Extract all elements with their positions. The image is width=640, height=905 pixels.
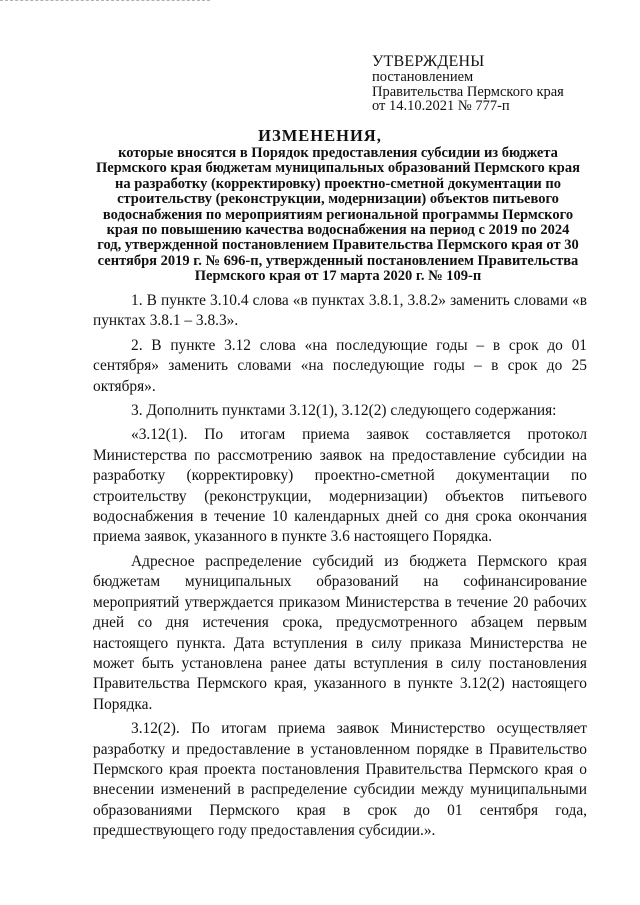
approval-line-3: от 14.10.2021 № 777-п — [372, 98, 510, 114]
paragraph-2: 2. В пункте 3.12 слова «на последующие годы – в срок до 01 сентября» заменить словами «на последующие годы – в срок до 25 октября». — [93, 336, 587, 395]
approval-line-2: Правительства Пермского края — [372, 83, 564, 100]
paragraph-6: 3.12(2). По итогам приема заявок Министерство осуществляет разработку и предоставление в установленном порядке в Правительство Пермского края проекта постановления Правительства Пермского края о внесении изменений в распределение субсидии между муниципальными образованиями Пермского края в срок до 01 сентября года, предшествующего году предоставления субсидии.». — [93, 720, 587, 840]
page-top-edge — [0, 0, 210, 5]
document-title: ИЗМЕНЕНИЯ, — [258, 126, 382, 145]
paragraph-1: 1. В пункте 3.10.4 слова «в пунктах 3.8.1, 3.8.2» заменить словами «в пунктах 3.8.1 – 3.8.3». — [93, 292, 587, 330]
paragraph-4: «3.12(1). По итогам приема заявок составляется протокол Министерства по рассмотрению заявок на предоставление субсидии на разработку (корректировку) проектно-сметной документации по строительству (реконструкции, модернизации) объектов питьевого водоснабжения в течение 10 календарных дней со дня срока окончания приема заявок, указанного в пункте 3.6 настоящего Порядка. — [93, 426, 587, 546]
approval-stamp — [372, 53, 622, 114]
approval-title: УТВЕРЖДЕНЫ — [372, 53, 485, 70]
approval-line-1: постановлением — [372, 69, 474, 85]
document-body — [93, 291, 587, 846]
paragraph-3: 3. Дополнить пунктами 3.12(1), 3.12(2) следующего содержания: — [131, 402, 557, 420]
paragraph-5: Адресное распределение субсидий из бюджета Пермского края бюджетам муниципальных образований на софинансирование мероприятий утверждается приказом Министерства в течение 20 рабочих дней со дня истечения срока, предусмотренного абзацем первым настоящего пункта. Дата вступления в силу приказа Министерства не может быть установлена ранее даты вступления в силу постановления Правительства Пермского края, указанного в пункте 3.12(2) настоящего Порядка. — [93, 552, 587, 713]
document-subtitle: которые вносятся в Порядок предоставления субсидии из бюджета Пермского края бюджетам муниципальных образований Пермского края на разработку (корректировку) проектно-сметной документации по строительству (реконструкции, модернизации) объектов питьевого водоснабжения по мероприятиям региональной программы Пермского края по повышению качества водоснабжения на период с 2019 по 2024 год, утвержденной постановлением Правительства Пермского края от 30 сентября 2019 г. № 696-п, утвержденный постановлением Правительства Пермского края от 17 марта 2020 г. № 109-п — [96, 145, 580, 285]
